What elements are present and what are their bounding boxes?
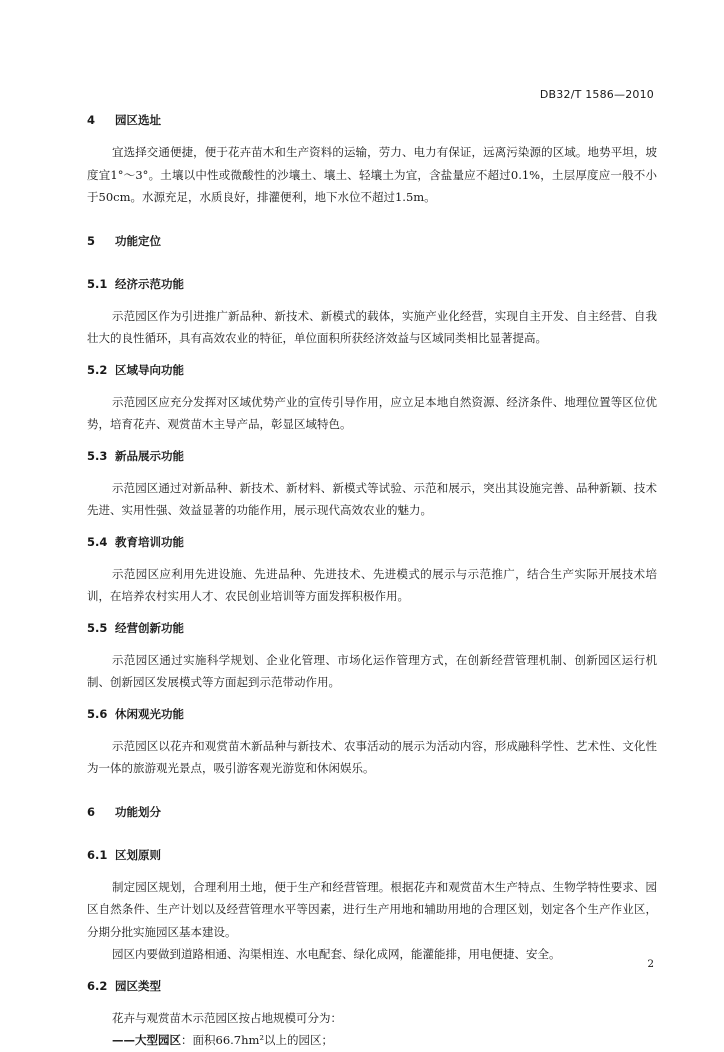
page-number: 2	[647, 958, 654, 970]
list-item-text: ：面积66.7hm²以上的园区；	[181, 1033, 334, 1047]
subsection-title: 教育培训功能	[115, 534, 184, 549]
section-title: 园区选址	[115, 113, 161, 127]
section-title: 功能划分	[115, 804, 161, 819]
subsection-5-1-text: 示范园区作为引进推广新品种、新技术、新模式的载体，实施产业化经营，实现自主开发、自主经营、自我壮大的良性循环，具有高效农业的特征，单位面积所获经济效益与区域同类相比显著提高。	[87, 308, 657, 345]
section-heading-5	[87, 231, 657, 252]
subsection-number: 5.3	[87, 448, 108, 463]
subsection-heading-5-4	[87, 532, 657, 553]
document-body	[87, 110, 657, 1052]
subsection-heading-6-1	[87, 845, 657, 866]
subsection-title: 新品展示功能	[115, 448, 184, 463]
subsection-5-3-text: 示范园区通过对新品种、新技术、新材料、新模式等试验、示范和展示，突出其设施完善、品种新颖、技术先进、实用性强、效益显著的功能作用，展示现代高效农业的魅力。	[87, 480, 657, 517]
subsection-number: 6.1	[87, 847, 108, 862]
list-item	[87, 1029, 657, 1052]
section-number: 5	[87, 233, 96, 248]
section-number: 6	[87, 804, 96, 819]
subsection-number: 6.2	[87, 978, 108, 993]
subsection-title: 经济示范功能	[115, 276, 184, 291]
section-title: 功能定位	[115, 233, 161, 248]
subsection-6-1-text-2: 园区内要做到道路相通、沟渠相连、水电配套、绿化成网，能灌能排，用电便捷、安全。	[112, 947, 561, 961]
subsection-heading-5-5	[87, 618, 657, 639]
subsection-title: 区划原则	[115, 847, 161, 862]
subsection-title: 经营创新功能	[115, 620, 184, 635]
subsection-number: 5.4	[87, 534, 108, 549]
subsection-5-5-text: 示范园区通过实施科学规划、企业化管理、市场化运作管理方式，在创新经营管理机制、创新园区运行机制、创新园区发展模式等方面起到示范带动作用。	[87, 652, 657, 689]
subsection-5-2-text: 示范园区应充分发挥对区域优势产业的宣传引导作用，应立足本地自然资源、经济条件、地理位置等区位优势，培育花卉、观赏苗木主导产品，彰显区域特色。	[87, 394, 657, 431]
subsection-6-1-text: 制定园区规划，合理利用土地，便于生产和经营管理。根据花卉和观赏苗木生产特点、生物学特性要求、园区自然条件、生产计划以及经营管理水平等因素，进行生产用地和辅助用地的合理区划，划定各个生产作业区，分期分批实施园区基本建设。	[87, 879, 657, 939]
subsection-heading-5-1	[87, 274, 657, 295]
section-4-paragraph: 宜选择交通便捷，便于花卉苗木和生产资料的运输，劳力、电力有保证，远离污染源的区域。地势平坦，坡度宜1°～3°。土壤以中性或微酸性的沙壤土、壤土、轻壤土为宜，含盐量应不超过0.1%，土层厚度应一般不小于50cm。水源充足，水质良好，排灌便利，地下水位不超过1.5m。	[87, 145, 657, 204]
list-item-lead: ——大型园区	[112, 1033, 181, 1047]
section-heading-4	[87, 110, 657, 131]
subsection-number: 5.2	[87, 362, 108, 377]
section-number: 4	[87, 113, 96, 127]
standard-code: DB32/T 1586—2010	[539, 88, 654, 101]
subsection-heading-6-2	[87, 976, 657, 997]
subsection-6-2-intro: 花卉与观赏苗木示范园区按占地规模可分为：	[112, 1010, 342, 1025]
subsection-heading-5-3	[87, 446, 657, 467]
subsection-5-4-text: 示范园区应利用先进设施、先进品种、先进技术、先进模式的展示与示范推广，结合生产实际开展技术培训，在培养农村实用人才、农民创业培训等方面发挥积极作用。	[87, 566, 657, 603]
subsection-title: 园区类型	[115, 978, 161, 993]
subsection-number: 5.5	[87, 620, 108, 635]
subsection-heading-5-2	[87, 360, 657, 381]
subsection-number: 5.1	[87, 276, 108, 291]
subsection-5-6-text: 示范园区以花卉和观赏苗木新品种与新技术、农事活动的展示为活动内容，形成融科学性、艺术性、文化性为一体的旅游观光景点，吸引游客观光游览和休闲娱乐。	[87, 738, 657, 775]
subsection-title: 休闲观光功能	[115, 706, 184, 721]
subsection-title: 区域导向功能	[115, 362, 184, 377]
subsection-number: 5.6	[87, 706, 108, 721]
subsection-heading-5-6	[87, 704, 657, 725]
section-heading-6	[87, 802, 657, 823]
